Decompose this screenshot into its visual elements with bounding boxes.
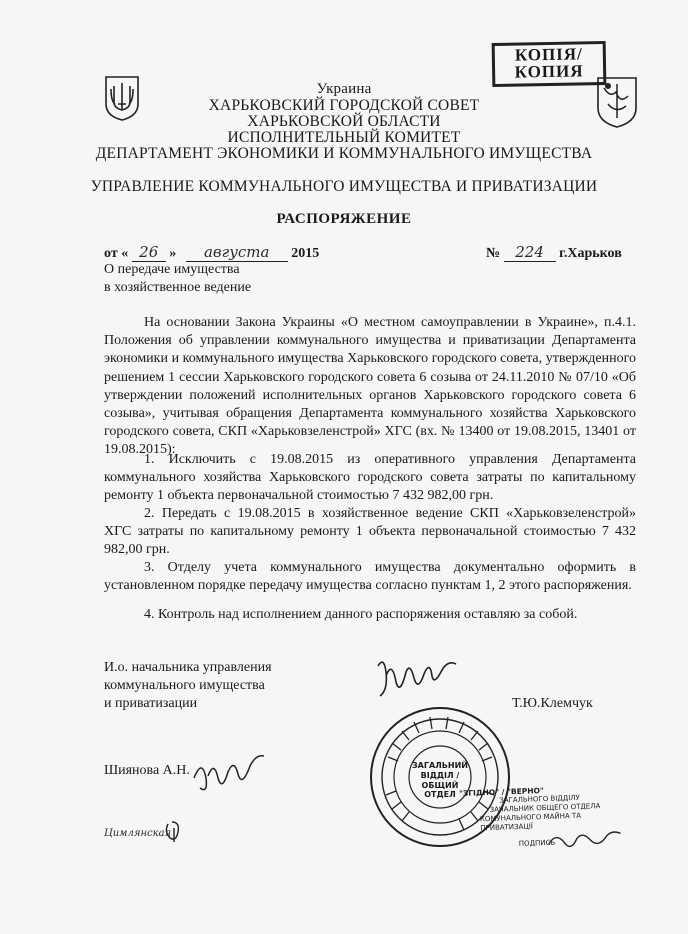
subject-line1: О передаче имущества	[104, 262, 240, 277]
date-prefix: от «	[104, 246, 129, 261]
dateline-right	[486, 243, 622, 262]
executor2-name: Цимлянская	[104, 828, 172, 839]
number-prefix: №	[486, 246, 501, 261]
verified-stamp	[459, 783, 631, 855]
body-item-4: 4. Контроль над исполнением данного распоряжения оставляю за собой.	[144, 607, 578, 622]
header-country: Украина	[316, 81, 372, 97]
verified-line-2: ЗАГАЛЬНОГО ВІДДІЛУ	[499, 793, 580, 805]
document-title: РАСПОРЯЖЕНИЕ	[276, 211, 412, 227]
document-number: 224	[504, 243, 556, 262]
dateline-left	[104, 243, 319, 262]
date-day: 26	[132, 243, 166, 262]
verified-line-3: ЗАЧАЛЬНИК ОБЩЕГО ОТДЕЛА	[489, 802, 601, 814]
round-stamp-center-3: ОБЩИЙ ОТДЕЛ	[421, 781, 459, 799]
date-year: 2015	[291, 246, 320, 261]
city: г.Харьков	[559, 246, 622, 261]
header-region: ХАРЬКОВСКОЙ ОБЛАСТИ	[247, 113, 441, 130]
header-council: ХАРЬКОВСКИЙ ГОРОДСКОЙ СОВЕТ	[208, 97, 480, 114]
verified-line-4: КОМУНАЛЬНОГО МАЙНА ТА ПРИВАТИЗАЦІЇ	[479, 811, 582, 833]
subject-line2: в хозяйственное ведение	[104, 280, 252, 295]
header-department: ДЕПАРТАМЕНТ ЭКОНОМИКИ И КОММУНАЛЬНОГО ИМУЩЕСТВА	[95, 145, 593, 162]
body-item-1: 1. Исключить с 19.08.2015 из оперативного управления Департамента коммунального хозяйства Харьковского городского совета затраты по капитальному ремонту 1 объекта первоначальной стоимостью 7 432 982,00 грн.	[104, 452, 636, 504]
copy-stamp-line2: КОПИЯ	[514, 61, 584, 82]
body-item-2: 2. Передать с 19.08.2015 в хозяйственное ведение СКП «Харьковзеленстрой» ХГС затраты по капитальному ремонту 1 объекта первоначальной стоимостью 7 432 982,00 грн.	[104, 506, 636, 558]
signature-mark	[370, 652, 462, 704]
header-committee: ИСПОЛНИТЕЛЬНЫЙ КОМИТЕТ	[227, 129, 461, 146]
verified-line-1: "ЗГІДНО" / "ВЕРНО"	[458, 786, 544, 798]
signer-position-2: коммунального имущества	[104, 678, 265, 693]
date-month: августа	[186, 243, 288, 262]
executor2-initials	[162, 818, 186, 844]
body-item-3: 3. Отделу учета коммунального имущества документально оформить в установленном порядке передачу имущества согласно пунктам 1, 2 этого распоряжения.	[104, 560, 636, 594]
signer-position-1: И.о. начальника управления	[104, 660, 272, 675]
round-stamp-center-1: ЗАГАЛЬНИЙ	[412, 761, 468, 770]
date-quote-close: »	[169, 246, 177, 261]
header-directorate: УПРАВЛЕНИЕ КОММУНАЛЬНОГО ИМУЩЕСТВА И ПРИВАТИЗАЦИИ	[90, 178, 598, 195]
round-stamp-center-2: ВІДДІЛ /	[420, 771, 460, 780]
verified-line-5: ПОДПИСЬ	[518, 838, 556, 848]
copy-stamp-line1: КОПІЯ/	[514, 44, 583, 65]
verified-signature	[544, 827, 625, 852]
body-preamble: На основании Закона Украины «О местном самоуправлении в Украине», п.4.1. Положения об управлении коммунального имущества и приватизации Департамента экономики и коммунального имущества Харьковского городского совета, утвержденного решением 1 сессии Харьковского городского совета 6 созыва от 24.11.2010 № 07/10 «Об утверждении положений исполнительных органов Харьковского городского совета 6 созыва», учитывая обращения Департамента коммунального хозяйства Харьковского городского совета, СКП «Харьковзеленстрой» ХГС (вх. № 13400 от 19.08.2015, 13401 от 19.08.2015):	[104, 315, 636, 458]
signer-name: Т.Ю.Клемчук	[512, 696, 593, 711]
executor-name: Шиянова А.Н.	[104, 763, 190, 778]
signer-position-3: и приватизации	[104, 696, 198, 711]
executor-signature	[188, 748, 268, 800]
